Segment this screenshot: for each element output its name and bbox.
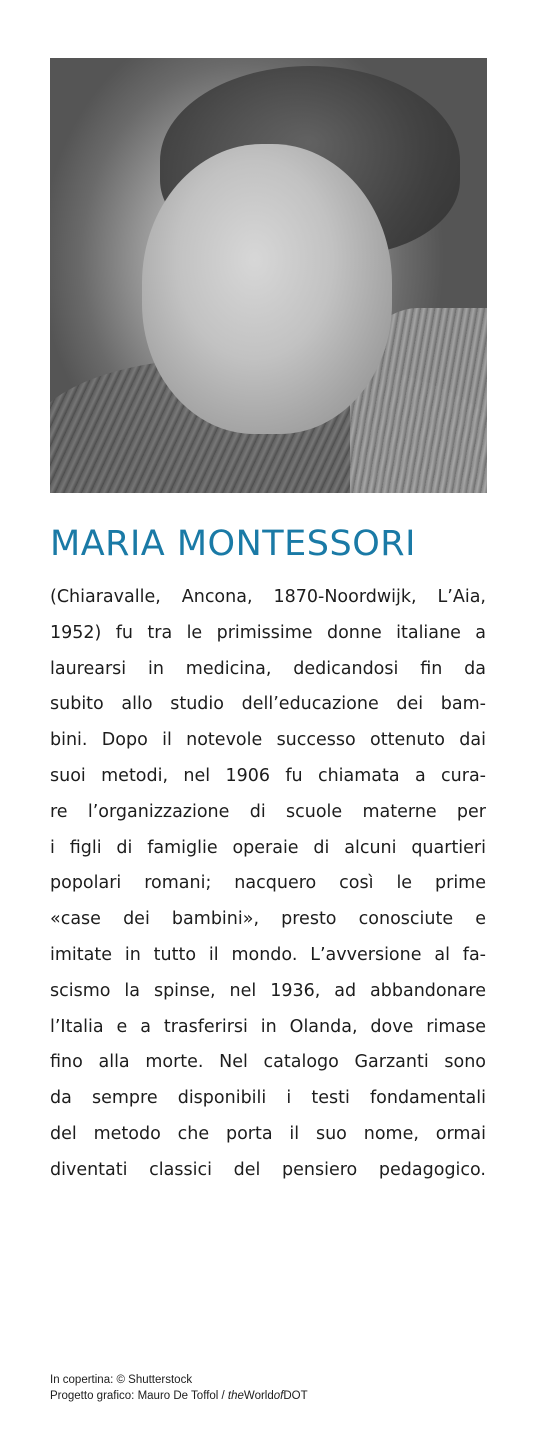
brand-the: the xyxy=(227,1390,244,1402)
brand-of: of xyxy=(273,1390,284,1402)
bio-line: da sempre disponibili i testi fondamentali xyxy=(50,1088,486,1109)
brand-world: World xyxy=(243,1390,274,1402)
bio-line: fino alla morte. Nel catalogo Garzanti sono xyxy=(50,1052,486,1073)
bio-line: (Chiaravalle, Ancona, 1870-Noordwijk, L’Aia, xyxy=(50,587,486,607)
credits xyxy=(50,1372,490,1404)
bio-line: l’Italia e a trasferirsi in Olanda, dove rimase xyxy=(50,1016,486,1037)
bio-line: laurearsi in medicina, dedicandosi fin da xyxy=(50,658,486,679)
cover-credit: In copertina: © Shutterstock xyxy=(50,1374,193,1386)
design-credit xyxy=(50,1388,490,1404)
portrait-face xyxy=(142,144,392,434)
bio-line: re l’organizzazione di scuole materne per xyxy=(50,801,486,822)
bio-line: bini. Dopo il notevole successo ottenuto dai xyxy=(50,730,486,751)
bio-line: i figli di famiglie operaie di alcuni quartieri xyxy=(50,837,486,858)
design-credit-text: Progetto grafico: Mauro De Toffol / xyxy=(50,1390,228,1402)
bio-line: popolari romani; nacquero così le prime xyxy=(50,873,486,894)
author-biography xyxy=(50,580,486,1189)
bio-line: 1952) fu tra le primissime donne italiane a xyxy=(50,622,486,643)
bio-line: scismo la spinse, nel 1936, ad abbandonare xyxy=(50,980,486,1001)
brand-dot: DOT xyxy=(283,1390,308,1402)
bio-line: subito allo studio dell’educazione dei bam- xyxy=(50,694,486,715)
bio-line: diventati classici del pensiero pedagogico. xyxy=(50,1159,486,1180)
bio-line: «case dei bambini», presto conosciute e xyxy=(50,909,486,930)
bio-line: suoi metodi, nel 1906 fu chiamata a cura- xyxy=(50,765,486,786)
author-name: MARIA MONTESSORI xyxy=(50,524,416,564)
bio-line: imitate in tutto il mondo. L’avversione al fa- xyxy=(50,944,486,965)
author-portrait xyxy=(50,58,487,493)
bio-line: del metodo che porta il suo nome, ormai xyxy=(50,1123,486,1144)
